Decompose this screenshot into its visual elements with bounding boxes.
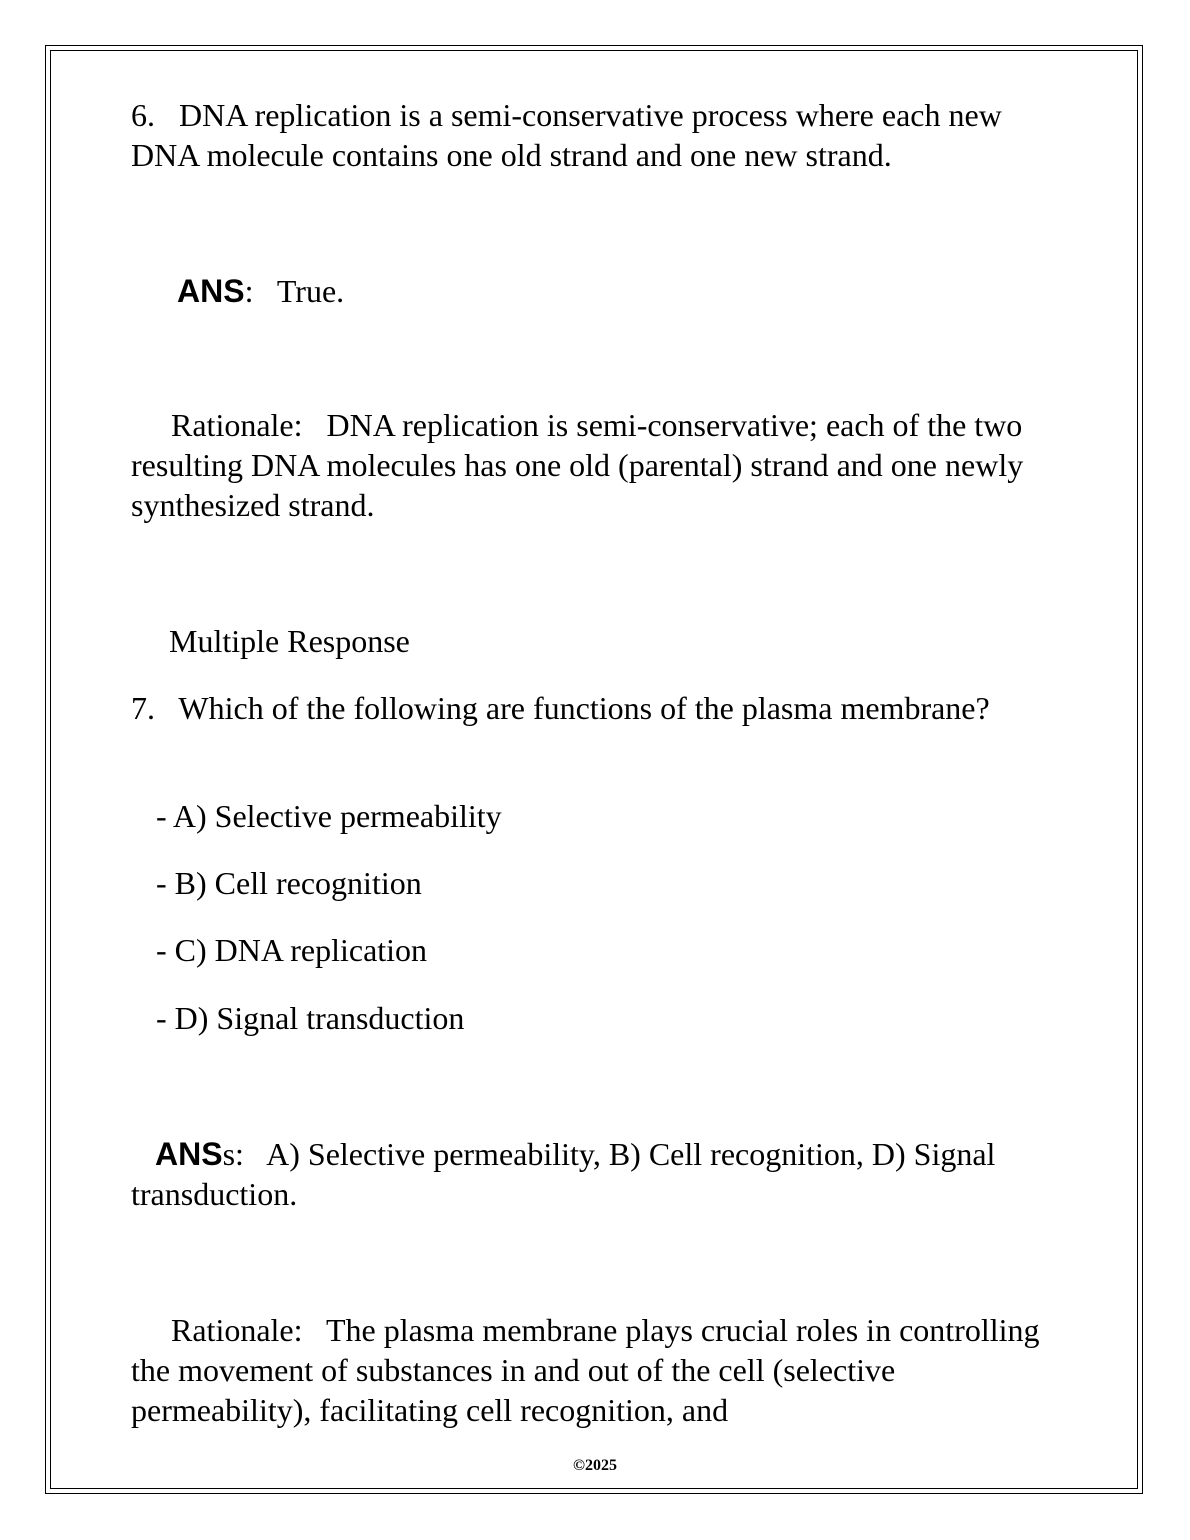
option-c: - C) DNA replication — [156, 932, 428, 968]
answer-suffix: s: — [222, 1136, 244, 1172]
question-7-text: Which of the following are functions of the plasma membrane? — [178, 690, 990, 726]
option-d: - D) Signal transduction — [156, 1000, 465, 1036]
question-6-rationale — [131, 405, 1071, 525]
option-a: - A) Selective permeability — [156, 798, 502, 834]
rationale-label: Rationale: — [171, 407, 303, 443]
question-7-rationale — [131, 1310, 1071, 1430]
answer-label: ANS — [155, 1136, 223, 1172]
answer-label: ANS — [177, 273, 245, 309]
question-7-number: 7. — [131, 690, 155, 726]
rationale-text: The plasma membrane plays crucial roles in controlling the movement of substances in and out of the cell (selective permeability), facilitating cell recognition, and — [131, 1312, 1048, 1428]
question-6 — [131, 95, 1071, 175]
question-7-answer — [131, 1134, 1071, 1214]
question-6-text: DNA replication is a semi-conservative process where each new DNA molecule contains one old strand and one new strand. — [131, 97, 1010, 173]
rationale-label: Rationale: — [171, 1312, 303, 1348]
answer-separator: : — [244, 273, 254, 309]
copyright-footer: ©2025 — [573, 1457, 617, 1474]
question-6-number: 6. — [131, 97, 155, 133]
answer-value: True. — [276, 273, 345, 309]
section-heading: Multiple Response — [169, 623, 410, 659]
rationale-text: DNA replication is semi-conservative; each of the two resulting DNA molecules has one old (parental) strand and one newly synthesized strand. — [131, 407, 1032, 523]
option-b: - B) Cell recognition — [156, 865, 422, 901]
question-7 — [131, 688, 1071, 728]
answer-value: A) Selective permeability, B) Cell recognition, D) Signal transduction. — [131, 1136, 1004, 1212]
question-6-answer — [177, 271, 1117, 311]
page-border-inner — [50, 50, 1138, 1489]
